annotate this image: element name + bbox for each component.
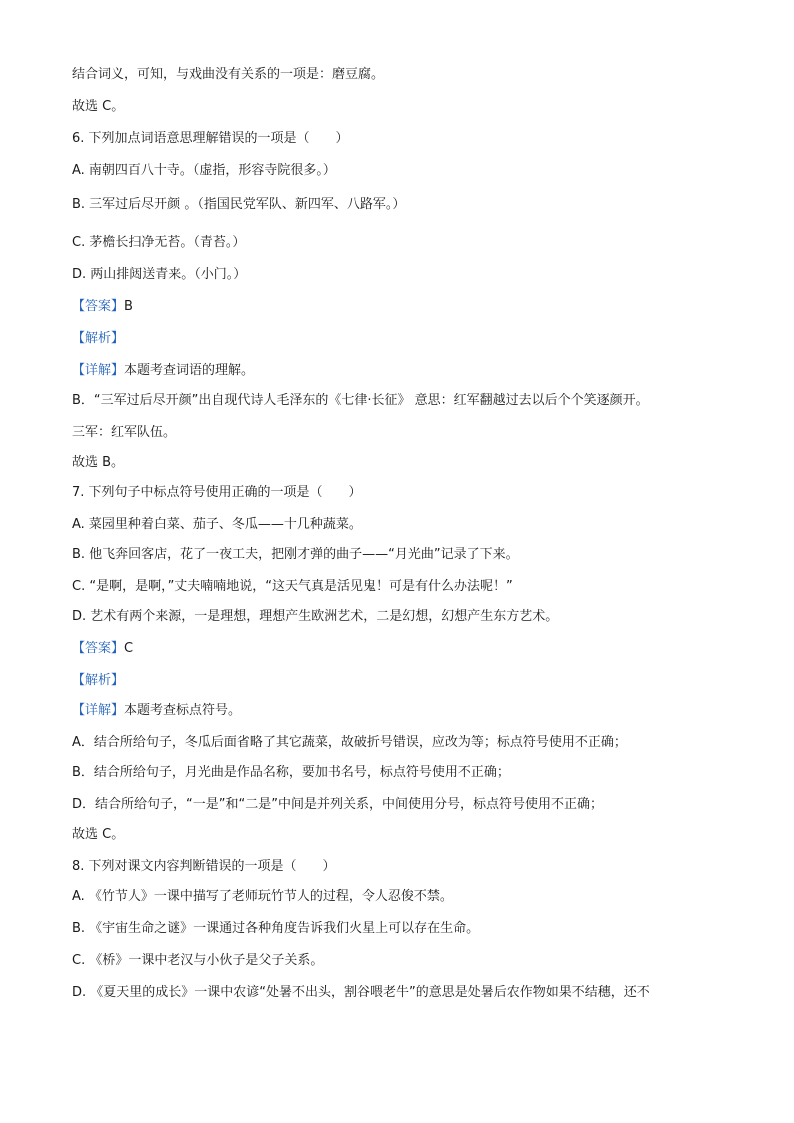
answer-line: 【答案】B (72, 299, 133, 314)
question-7: 7. 下列句子中标点符号使用正确的一项是（ ） (72, 485, 362, 500)
text-line: 三军：红军队伍。 (72, 425, 177, 440)
answer-label: 【答案】 (72, 641, 125, 656)
option-a: A. 《竹节人》一课中描写了老师玩竹节人的过程，令人忍俊不禁。 (72, 889, 453, 904)
question-8: 8. 下列对课文内容判断错误的一项是（ ） (72, 859, 336, 874)
answer-line: 【答案】C (72, 641, 134, 656)
option-c: C. “是啊，是啊，”丈夫喃喃地说，“这天气真是活见鬼！可是有什么办法呢！” (72, 579, 513, 594)
detail-label: 【详解】 (72, 703, 125, 718)
option-c: C. 《桥》一课中老汉与小伙子是父子关系。 (72, 953, 324, 968)
option-b: B. 三军过后尽开颜 。（指国民党军队、新四军、八路军。） (72, 197, 406, 212)
answer-label: 【答案】 (72, 299, 125, 314)
analysis-label: 【解析】 (72, 673, 125, 688)
option-d: D. 两山排闼送青来。（小门。） (72, 267, 247, 282)
text-line: B．“三军过后尽开颜”出自现代诗人毛泽东的《七律·长征》 意思：红军翻越过去以后个个笑逐颜开。 (72, 393, 649, 408)
analysis-label-line (72, 672, 762, 690)
option-a: A. 南朝四百八十寺。（虚指，形容寺院很多。） (72, 163, 336, 178)
text-line: D．结合所给句子，“一是”和“二是”中间是并列关系，中间使用分号，标点符号使用不正确； (72, 797, 603, 812)
text-line: 结合词义，可知，与戏曲没有关系的一项是：磨豆腐。 (72, 67, 385, 82)
analysis-label-line (72, 330, 762, 348)
option-c: C. 茅檐长扫净无苔。（青苔。） (72, 235, 246, 250)
detail-line: 【详解】本题考查词语的理解。 (72, 363, 255, 378)
text-line: A．结合所给句子，冬瓜后面省略了其它蔬菜，故破折号错误，应改为等；标点符号使用不正确； (72, 735, 627, 750)
text-line: B．结合所给句子，月光曲是作品名称，要加书名号，标点符号使用不正确； (72, 765, 510, 780)
option-d: D. 艺术有两个来源，一是理想，理想产生欧洲艺术，二是幻想，幻想产生东方艺术。 (72, 609, 559, 624)
text-line: 故选 B。 (72, 455, 125, 470)
option-b: B. 《宇宙生命之谜》一课通过各种角度告诉我们火星上可以存在生命。 (72, 921, 480, 936)
text-line: 故选 C。 (72, 827, 125, 842)
detail-line: 【详解】本题考查标点符号。 (72, 703, 242, 718)
analysis-label: 【解析】 (72, 331, 125, 346)
detail-label: 【详解】 (72, 363, 125, 378)
option-a: A. 菜园里种着白菜、茄子、冬瓜——十几种蔬菜。 (72, 517, 362, 532)
text-line: 故选 C。 (72, 99, 125, 114)
question-6: 6. 下列加点词语意思理解错误的一项是（ ） (72, 131, 349, 146)
option-b: B. 他飞奔回客店，花了一夜工夫，把刚才弹的曲子——“月光曲”记录了下来。 (72, 547, 519, 562)
option-d: D. 《夏天里的成长》一课中农谚“处暑不出头，割谷喂老牛”的意思是处暑后农作物如果不结穗，还不 (72, 985, 650, 1000)
